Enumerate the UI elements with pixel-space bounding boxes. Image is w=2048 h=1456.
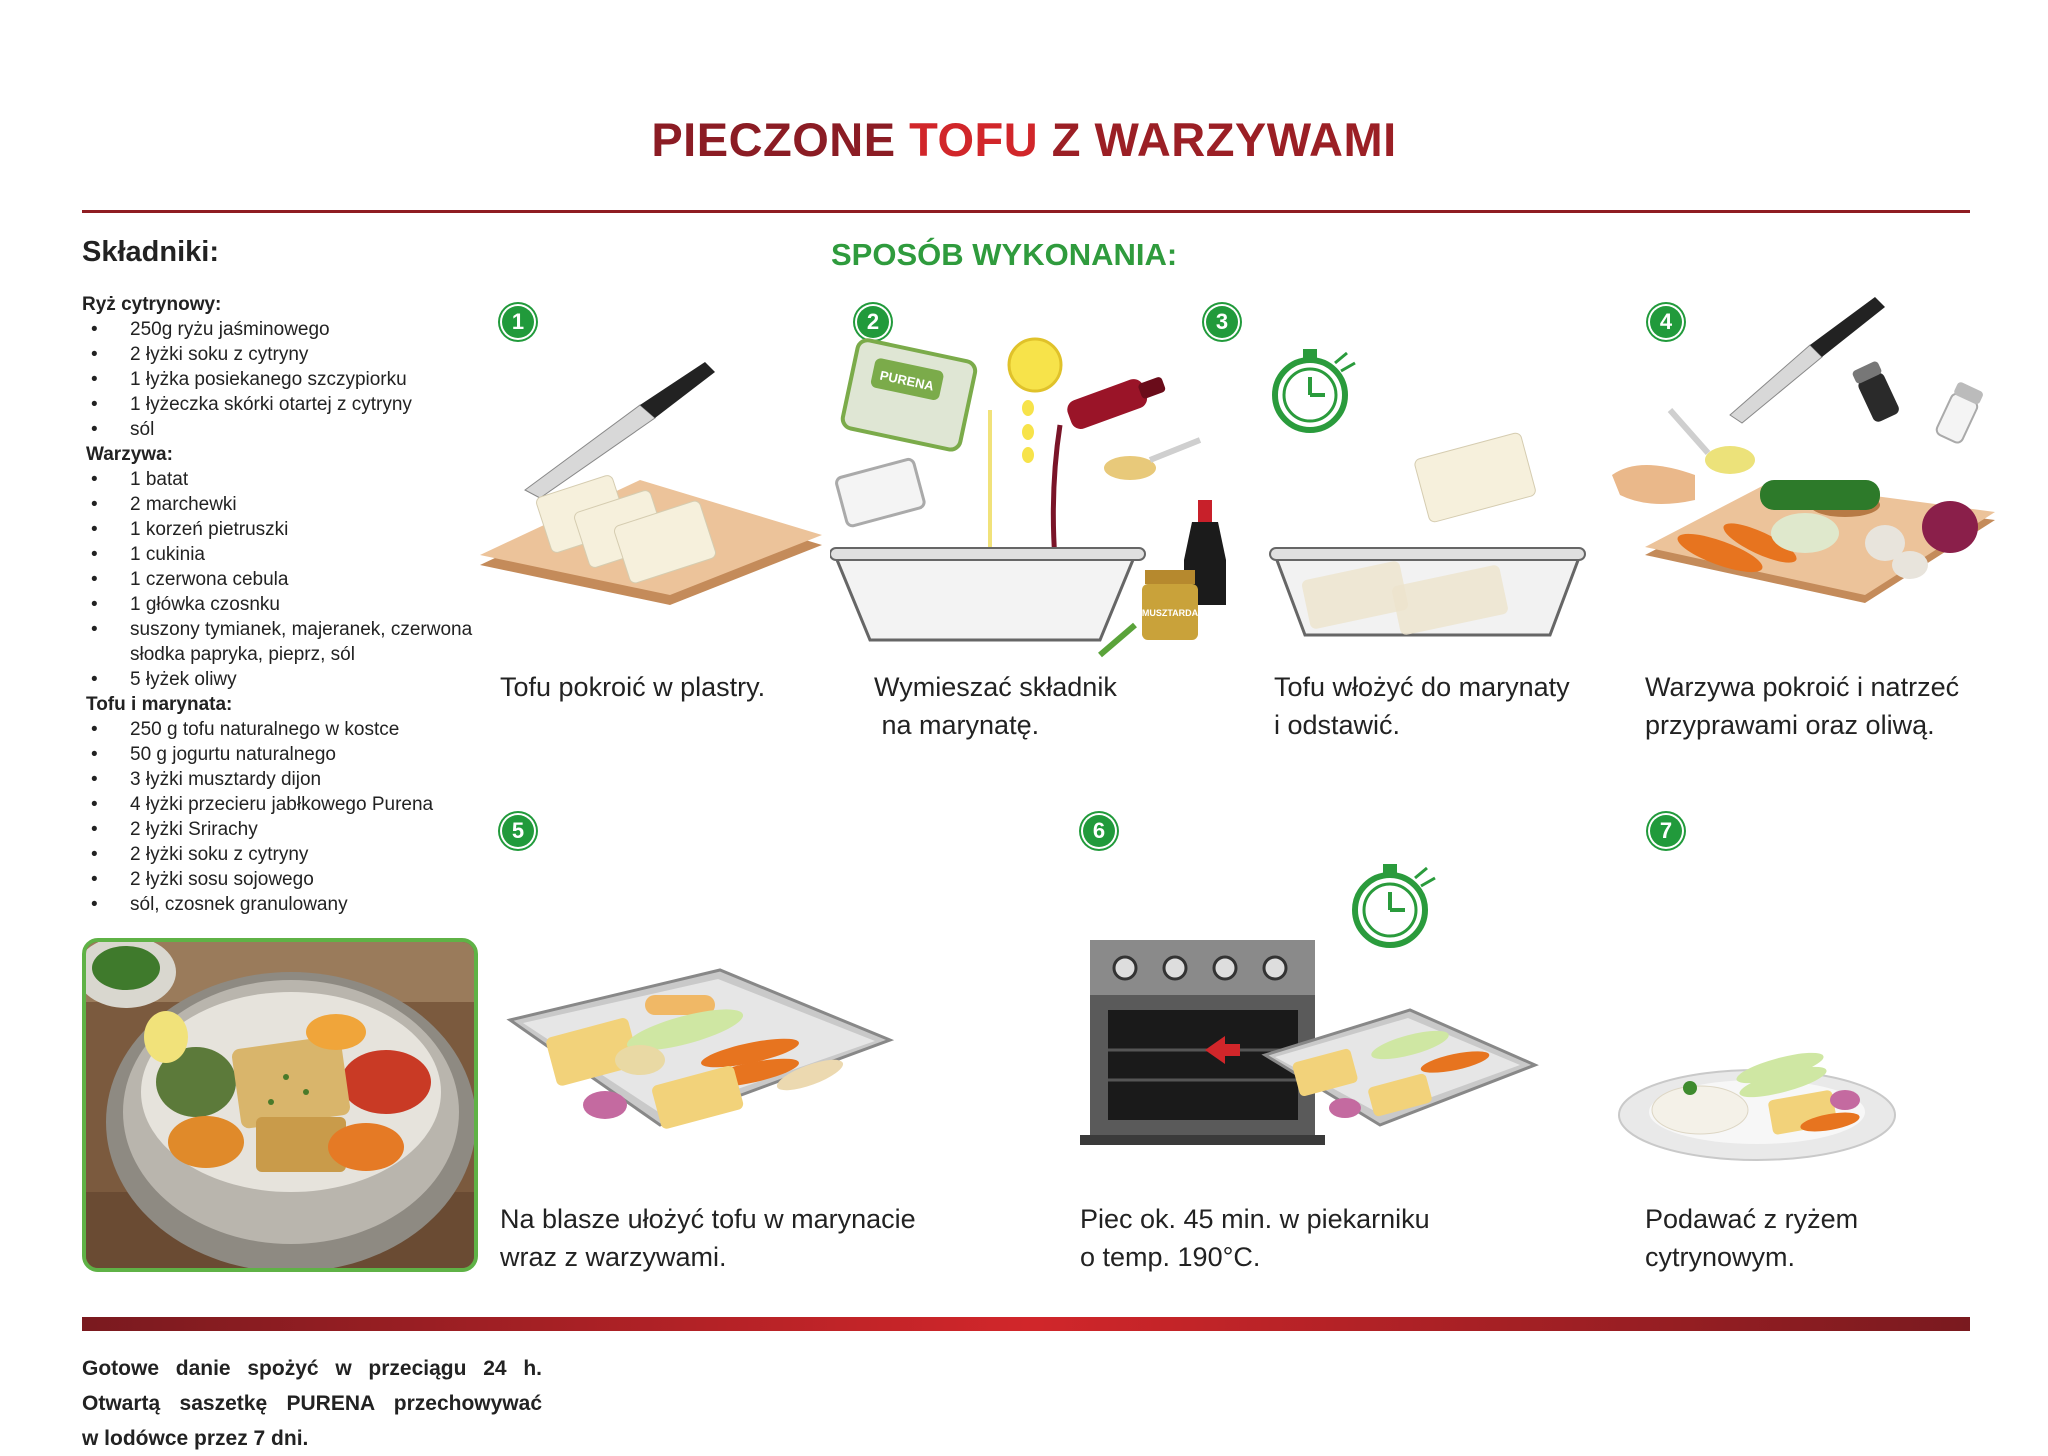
step-1-line-1: Tofu pokroić w plastry. — [500, 672, 766, 702]
ingredient-item: • 2 łyżki soku z cytryny — [82, 842, 482, 867]
salt-shaker-icon — [1935, 381, 1984, 444]
title-part-1: PIECZONE — [651, 113, 910, 166]
step-6-line-1: Piec ok. 45 min. w piekarniku — [1080, 1204, 1430, 1234]
step-3-line-2: i odstawić. — [1274, 710, 1401, 740]
step-2-text — [874, 668, 1117, 744]
ingredient-group-title: Warzywa: — [86, 444, 173, 465]
step-6-illustration — [1080, 850, 1540, 1170]
pepper-shaker-icon — [1851, 360, 1900, 423]
step-4-text — [1645, 668, 1959, 744]
step-4-line-1: Warzywa pokroić i natrzeć — [1645, 672, 1960, 702]
ingredient-item: • suszony tymianek, majeranek, czerwona słodka papryka, pieprz, sól — [82, 617, 482, 667]
ingredients-heading: Składniki: — [82, 236, 219, 268]
ingredient-item: • sól — [82, 417, 482, 442]
ingredient-item: • 2 łyżki Srirachy — [82, 817, 482, 842]
step-7-line-2: cytrynowym. — [1645, 1242, 1796, 1272]
ingredient-group-title: Ryż cytrynowy: — [82, 294, 222, 315]
dish-photo — [82, 938, 478, 1272]
ingredients-list — [82, 292, 482, 917]
step-2-line-1: Wymieszać składnik — [874, 672, 1117, 702]
step-5-illustration — [505, 965, 895, 1170]
stopwatch-icon — [1275, 349, 1355, 430]
ingredient-item: • 50 g jogurtu naturalnego — [82, 742, 482, 767]
ingredient-item: • 2 łyżki sosu sojowego — [82, 867, 482, 892]
step-3-text — [1274, 668, 1570, 744]
ingredient-item: • 1 korzeń pietruszki — [82, 517, 482, 542]
step-4-number: 4 — [1650, 306, 1682, 338]
sriracha-bottle-icon — [1064, 369, 1168, 431]
yogurt-cup-icon — [835, 458, 925, 527]
ingredient-item: • 250g ryżu jaśminowego — [82, 317, 482, 342]
ingredient-item: • 1 czerwona cebula — [82, 567, 482, 592]
ingredient-item: • 1 główka czosnku — [82, 592, 482, 617]
step-5-line-1: Na blasze ułożyć tofu w marynacie — [500, 1204, 916, 1234]
step-7-number: 7 — [1650, 815, 1682, 847]
step-3-line-1: Tofu włożyć do marynaty — [1274, 672, 1570, 702]
step-7-line-1: Podawać z ryżem — [1645, 1204, 1859, 1234]
storage-note-line-3: w lodówce przez 7 dni. — [82, 1427, 309, 1450]
step-3-illustration — [1265, 345, 1595, 645]
musztarda-label: MUSZTARDA — [1141, 608, 1199, 618]
step-2-line-2: na marynatę. — [874, 710, 1040, 740]
ingredient-item: • 2 marchewki — [82, 492, 482, 517]
ingredient-item: • 2 łyżki soku z cytryny — [82, 342, 482, 367]
step-4-line-2: przyprawami oraz oliwą. — [1645, 710, 1935, 740]
knife-icon — [1730, 297, 1885, 423]
step-7-illustration — [1615, 1040, 1900, 1165]
step-6-number: 6 — [1083, 815, 1115, 847]
page-title — [0, 112, 2048, 167]
step-2-illustration — [830, 330, 1260, 670]
stopwatch-icon — [1355, 864, 1435, 945]
title-part-3: Z WARZYWAMI — [1051, 113, 1397, 166]
purena-label: PURENA — [878, 367, 936, 394]
step-5-number: 5 — [502, 815, 534, 847]
step-1-number: 1 — [502, 306, 534, 338]
ingredient-item: • 1 łyżka posiekanego szczypiorku — [82, 367, 482, 392]
ingredient-item: • 3 łyżki musztardy dijon — [82, 767, 482, 792]
lemon-icon — [1009, 339, 1061, 391]
method-heading: SPOSÓB WYKONANIA: — [831, 237, 1178, 272]
storage-note-line-1: Gotowe danie spożyć w przeciągu 24 h. — [82, 1357, 542, 1380]
step-1-text — [500, 668, 765, 706]
ingredient-group-title: Tofu i marynata: — [86, 694, 233, 715]
step-3-number: 3 — [1206, 306, 1238, 338]
step-2-number: 2 — [857, 306, 889, 338]
ingredient-item: • 1 łyżeczka skórki otartej z cytryny — [82, 392, 482, 417]
knife-icon — [525, 362, 715, 498]
step-5-line-2: wraz z warzywami. — [500, 1242, 727, 1272]
step-6-text — [1080, 1200, 1430, 1276]
dish-photo-illustration — [86, 942, 474, 1268]
hand-icon — [1612, 465, 1695, 504]
oven-icon — [1080, 940, 1325, 1145]
step-7-text — [1645, 1200, 1858, 1276]
step-6-line-2: o temp. 190°C. — [1080, 1242, 1261, 1272]
ingredient-item: • 5 łyżek oliwy — [82, 667, 482, 692]
ingredient-item: • 1 batat — [82, 467, 482, 492]
storage-note-line-2: Otwartą saszetkę PURENA przechowywać — [82, 1392, 542, 1415]
step-4-illustration — [1600, 285, 2010, 645]
ingredient-item: • 250 g tofu naturalnego w kostce — [82, 717, 482, 742]
purena-pouch-icon — [841, 338, 977, 451]
ingredient-item: • 4 łyżki przecieru jabłkowego Purena — [82, 792, 482, 817]
ingredient-item: • 1 cukinia — [82, 542, 482, 567]
storage-note — [82, 1351, 542, 1456]
bottom-divider — [82, 1317, 1970, 1331]
step-1-illustration — [470, 350, 830, 610]
mustard-jar-icon — [1142, 570, 1199, 640]
step-5-text — [500, 1200, 916, 1276]
title-part-2: TOFU — [909, 113, 1052, 166]
top-divider — [82, 210, 1970, 213]
ingredient-item: • sól, czosnek granulowany — [82, 892, 482, 917]
